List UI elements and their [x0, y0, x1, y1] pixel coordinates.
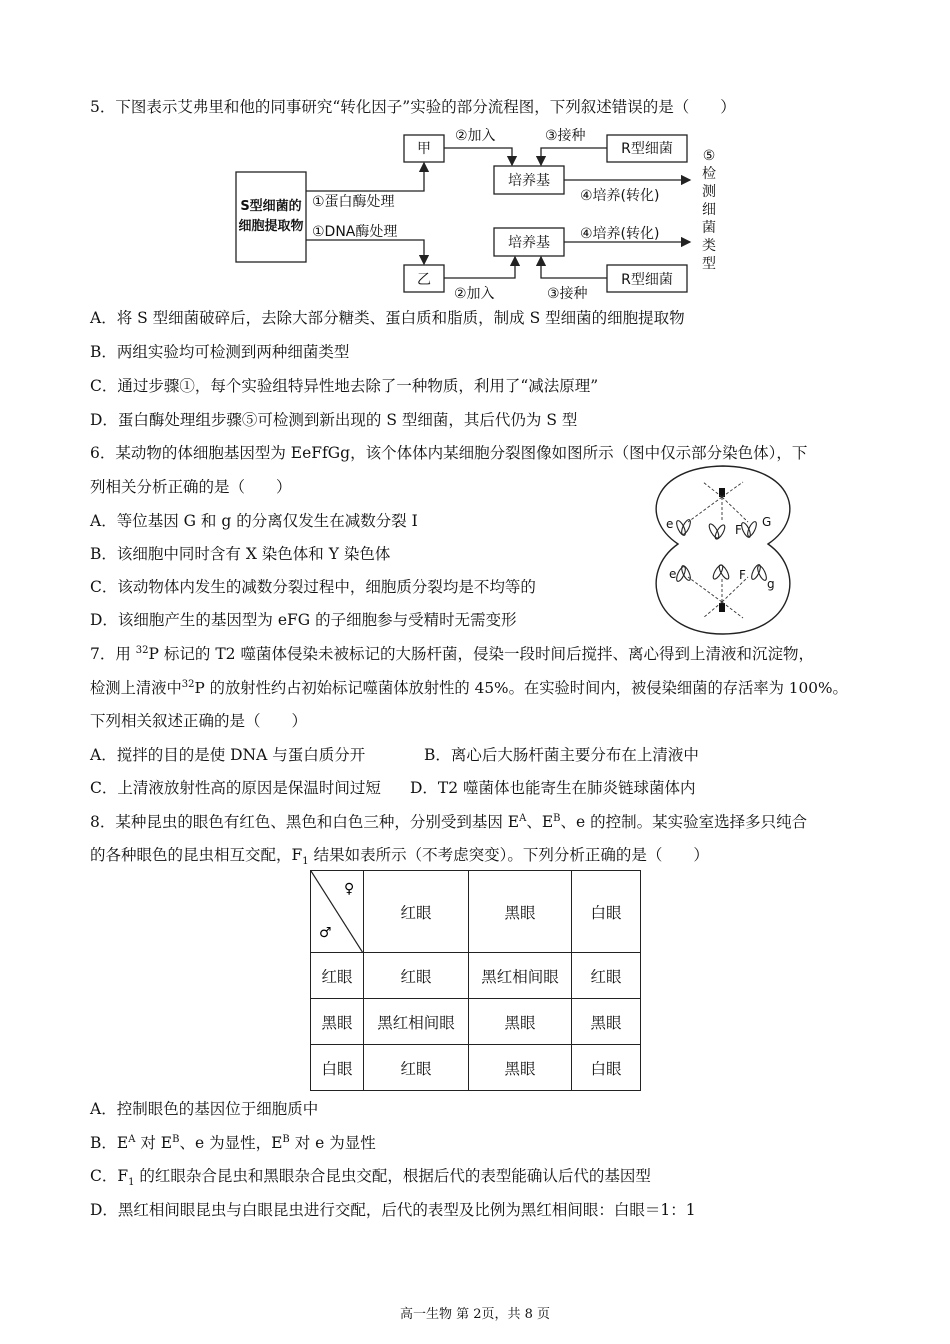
protease-label: ①蛋白酶处理: [312, 194, 395, 210]
female-symbol: ♀: [344, 881, 355, 897]
q6-cell-diagram: [648, 462, 808, 642]
male-symbol: ♂: [319, 925, 332, 941]
detect-5: 菌: [702, 220, 716, 236]
detect-7: 型: [702, 256, 716, 272]
cell-label-f-bot: F: [739, 568, 746, 582]
jia-label: 甲: [417, 141, 431, 157]
q8-line-2: 的各种眼色的昆虫相互交配，$F_1$ 结果如表所示（不考虑突变）。下列分析正确的是（ ）: [90, 846, 709, 868]
q8-line-1: 8．某种昆虫的眼色有红色、黑色和白色三种，分别受到基因 $E^A$、$E^B$、e 的控制。某实验室选择多只纯合: [90, 812, 808, 831]
col-header: 黑眼: [469, 871, 572, 953]
q7-option-a: A．搅拌的目的是使 DNA 与蛋白质分开: [90, 746, 366, 764]
table-corner: [311, 871, 364, 953]
q7-line-3: 下列相关叙述正确的是（ ）: [90, 712, 308, 730]
culture-label-bottom: ④培养(转化): [580, 226, 660, 242]
medium-label-top: 培养基: [508, 173, 550, 189]
table-corner-diagonal: [311, 871, 363, 953]
q7-line-2: 检测上清液中$^{32}$P 的放射性约占初始标记噬菌体放射性的 45%。在实验时间内，被侵染细菌的存活率为 100%。: [90, 678, 848, 697]
q7-option-c: C．上清液放射性高的原因是保温时间过短: [90, 779, 381, 797]
col-header: 白眼: [572, 871, 641, 953]
r-label-bottom: R型细菌: [621, 272, 673, 288]
q8-option-d: D．黑红相间眼昆虫与白眼昆虫进行交配，后代的表型及比例为黑红相间眼：白眼＝1：1: [90, 1201, 696, 1219]
q6-stem-2: 列相关分析正确的是（ ）: [90, 478, 292, 496]
detect-6: 类: [702, 238, 716, 254]
table-cell: 黑眼: [469, 1045, 572, 1091]
table-cell: 红眼: [364, 953, 469, 999]
source-label-2: 细胞提取物: [238, 219, 304, 234]
q6-option-c: C．该动物体内发生的减数分裂过程中，细胞质分裂均是不均等的: [90, 578, 536, 596]
col-header: 红眼: [364, 871, 469, 953]
table-cell: 黑红相间眼: [469, 953, 572, 999]
r-label-top: R型细菌: [621, 141, 673, 157]
add-label-top: ②加入: [455, 128, 496, 144]
q5-stem: 5．下图表示艾弗里和他的同事研究“转化因子”实验的部分流程图，下列叙述错误的是（ ）: [90, 98, 736, 116]
q5-option-a: A．将 S 型细菌破碎后，去除大部分糖类、蛋白质和脂质，制成 S 型细菌的细胞提取物: [90, 309, 685, 327]
inoculate-label-bottom: ③接种: [547, 286, 588, 302]
detect-2: 检: [702, 166, 716, 182]
q5-option-c: C．通过步骤①，每个实验组特异性地去除了一种物质，利用了“减法原理”: [90, 377, 599, 395]
q8-cross-table: [310, 870, 641, 1091]
medium-label-bottom: 培养基: [508, 235, 550, 251]
detect-4: 细: [702, 202, 716, 218]
table-row: [311, 999, 641, 1045]
q8-option-c: C．$F_1$ 的红眼杂合昆虫和黑眼杂合昆虫交配，根据后代的表型能确认后代的基因型: [90, 1167, 651, 1189]
cell-label-f-top: F: [735, 523, 742, 537]
q5-option-b: B．两组实验均可检测到两种细菌类型: [90, 343, 350, 361]
culture-label-top: ④培养(转化): [580, 188, 660, 204]
table-cell: 红眼: [572, 953, 641, 999]
yi-label: 乙: [417, 272, 431, 288]
table-cell: 黑眼: [469, 999, 572, 1045]
q6-option-d: D．该细胞产生的基因型为 eFG 的子细胞参与受精时无需变形: [90, 611, 517, 629]
dnase-label: ①DNA酶处理: [312, 224, 398, 240]
q6-option-b: B．该细胞中同时含有 X 染色体和 Y 染色体: [90, 545, 391, 563]
table-row: [311, 953, 641, 999]
table-cell: 白眼: [572, 1045, 641, 1091]
source-label-1: S型细菌的: [240, 199, 302, 214]
q8-option-a: A．控制眼色的基因位于细胞质中: [90, 1100, 319, 1118]
q7-option-d: D．T2 噬菌体也能寄生在肺炎链球菌体内: [410, 779, 696, 797]
add-label-bottom: ②加入: [454, 286, 495, 302]
cell-label-e-bot: e: [669, 567, 677, 581]
q5-option-d: D．蛋白酶处理组步骤⑤可检测到新出现的 S 型细菌，其后代仍为 S 型: [90, 411, 578, 429]
inoculate-label-top: ③接种: [545, 128, 586, 144]
source-box: [236, 172, 306, 262]
row-header: 黑眼: [311, 999, 364, 1045]
cell-label-g-top: G: [762, 515, 772, 529]
table-cell: 红眼: [364, 1045, 469, 1091]
q5-flow-diagram: [0, 0, 950, 310]
table-cell: 黑眼: [572, 999, 641, 1045]
cell-label-g-bot: g: [767, 577, 775, 591]
q8-option-b: B．$E^A$ 对 $E^B$、e 为显性，$E^B$ 对 e 为显性: [90, 1133, 376, 1152]
row-header: 白眼: [311, 1045, 364, 1091]
table-cell: 黑红相间眼: [364, 999, 469, 1045]
detect-1: ⑤: [702, 148, 716, 164]
cell-label-e-top: e: [666, 517, 674, 531]
q6-stem-1: 6．某动物的体细胞基因型为 EeFfGg，该个体体内某细胞分裂图像如图所示（图中仅示部分染色体），下: [90, 444, 808, 462]
row-header: 红眼: [311, 953, 364, 999]
q6-option-a: A．等位基因 G 和 g 的分离仅发生在减数分裂 I: [90, 512, 418, 530]
q7-option-b: B．离心后大肠杆菌主要分布在上清液中: [424, 746, 699, 764]
table-row: [311, 1045, 641, 1091]
q7-line-1: 7．用 $^{32}$P 标记的 T2 噬菌体侵染未被标记的大肠杆菌，侵染一段时间后搅拌、离心得到上清液和沉淀物，: [90, 644, 814, 663]
page-footer: 高一生物 第 2页，共 8 页: [399, 1307, 551, 1322]
detect-3: 测: [702, 184, 716, 200]
